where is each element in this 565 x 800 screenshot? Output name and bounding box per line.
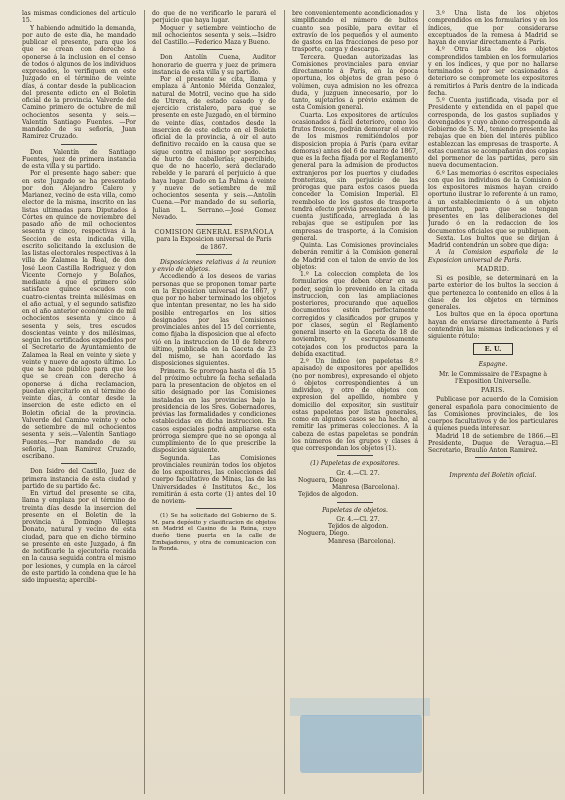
label-recipient: Mr. le Commissaire de l'Espagne à l'Exposition Universelle. [439,370,547,385]
paragraph: bre convenientemente acondicionados y simplificando el número de bultos cuanto sea posible, para evitar el extravío de los pequeños y el aumento de gastos en las fracciones de peso por trasporte, carga y descarga. [292,10,418,54]
separator [196,224,232,225]
separator [196,508,232,509]
paragraph: Publicase por acuerdo de la Comision general española para conocimiento de las Comisiones provinciales, de los cuerpos facultativos y de los particulares á quienes pueda interesar. [428,396,558,433]
paragraph: Don Isidro del Castillo, Juez de primera instancia de esta ciudad y partido de su partido &c. [22,468,136,490]
separator [475,457,511,458]
paragraph: Por el presente hago saber: que en este Juzgado se ha presentado por don Alejandro Calero y Marianez, vecino de esta villa, como elector de la misma, inscrito en las listas ultimadas para Diputados á Córtes en quince de noviembre del pasado año de mil ochocientos sesenta y cinco, respectivas á la Seccion de esta indicada villa, escrito solicitando la exclusion de las listas electorales respectivas á la villa de Zalamea la Real, de don José Leon Castilla Rodriguez y don Vicente Cornejo y Bolaños, mediante á que el primero sólo satisface quince escudos con cuatro-cientas treinta milésimas en el año actual, y el segundo satisfizo en el año anterior económico de mil ochocientos sesenta y cinco á sesenta y seis, tres escudos doscientas veinte y dos milésimas, según los certificados expedidos por el Secretario de Ayuntamiento de Zalamea la Real en veinte y siete y veinte y nueve de agosto último. Lo que se hace público para que los que se crean con derecho á oponerse á dicha reclamacion, puedan ejercitarlo en el término de veinte días, á contar desde la insercion de este edicto en el Boletin oficial de la provincia. Valverde del Camino veinte y ocho de setiembre de mil ochocientos sesenta y seis.—Valentín Santiago Fuentes.—Por mandado de su señoría, Juan Ramirez Cruzado, escribano. [22,170,136,460]
separator [61,144,97,145]
label-city: PARIS. [481,387,505,394]
paragraph: Disposiciones relativas á la reunion y envío de objetos. [152,258,276,273]
signature: Madrid 18 de setiembre de 1866.—El Presidente, Duque de Veragua.—El Secretario, Braulio Anton Ramirez. [428,432,558,454]
paragraph: do que de no verificarlo le parará el perjuicio que haya lugar. [152,10,276,25]
card-line: Gr. 4.—Cl. 27. [336,469,380,477]
paragraph: Don Valentín de Santiago Fuentes, juez de primera instancia de esta villa y su partido. [22,148,136,170]
paragraph: Los bultos que en la época oportuna hayan de enviarse directamente á París contendrán las mismas indicaciones y el siguiente rótulo: [428,311,558,340]
paragraph: Si es posible, se determinará en la parte exterior de los bultos la seccion á que pertenezca lo contenido en ellos á la clase de los objetos en términos generales. [428,275,558,311]
card-line: Gr. 4.—Cl. 27. [336,515,380,523]
paragraph: En virtud del presente se cita, llama y emplaza por el término de treinta días desde la insercion del presente en el Boletin de la provincia á Domingo Villegas Donato, natural y vecino de esta ciudad, para que en dicho término se presente en este Juzgado, á fin de notificarle la ejecutoria recaida en la causa seguida contra el mismo por lesiones, y cumpla en la cárcel de este partido la condena que le ha sido impuesta; apercibi- [22,490,136,584]
card-line: Tejidos de algodon. [298,491,359,499]
label-country: Espagne. [478,361,508,369]
paragraph: Por el presente se cita, llama y emplaza á Antonio Mérida Gonzalez, natural de Motril, vecino que ha sido de Utrera, de estado casado y de ejercicio cristalero, para que se presente en este Juzgado, en el término de veinte días, contados desde la insercion de este edicto en el Boletin oficial de la provincia, á oir el auto definitivo recaído en la causa que se sigue contra el mismo por sospechas de hurto de caballerías; apercibido, que de no hacerlo, será declarado rebelde y le parará el perjuicio á que haya lugar. Dado en La Palma á veinte y nueve de setiembre de mil ochocientos sesenta y seis.—Antolín Cuena.—Por mandado de su señoría, Julian L. Serrano.—José Gomez Nevado. [152,76,276,221]
card-line: Manresa (Barcelona). [328,537,396,545]
paragraph: Cuarta. Los expositores de artículos ocasionados á fácil deterioro, como los frutos frescos, podrán demorar el envío de los mismos remitiéndolos por disposicion propia á París (para evitar demoras) antes del 6 de marzo de 1867, que es la fecha fijada por el Reglamento general para la admision de productos extranjeros por los puertos y ciudades fronterizas, sin perjuicio de las prórogas que para estos casos pueda conceder la Comision Imperial. El reembolso de los gastos de trasporte tendrá efecto prévia presentacion de la cuenta justificada, arreglada á las rebajas que se estipulen por las empresas de trasporte, á la Comision general. [292,111,418,242]
footnote: (1) Se ha solicitado del Gobierno de S. M. para depósito y clasificacion de objetos en Madrid el Casino de la Reina, cuyo dueño tiene puerta en la calle de Embajadores, y otra de comunicacion con la Ronda. [152,513,276,553]
paragraph: 5.º Cuenta justificada, visada por el Presidente y extendida en el papel que corresponda, de los gastos supliados y devengados y cuyo abono corresponda al Gobierno de S. M., teniendo presente las rebajas que en bien del interés público establezcan las empresas de trasporte. A estas cuentas se acompañarán dos copias del pormenor de las partidas, pero sin nueva documentacion. [428,97,558,170]
separator [337,502,373,503]
example-card [292,470,418,499]
paragraph: Tercera. Quedan autorizadas las Comisiones provinciales para enviar directamente á París, en la época oportuna, los objetos de gran peso ó volúmen, cuya admision no les ofrezca duda, y juzguen innecesario, por lo tanto, sujetarlos á prévio exámen de esta Comision general. [292,53,418,112]
paragraph: Don Antolín Cuena, Auditor honorario de guerra y juez de primera instancia de esta villa y su partido. [152,54,276,76]
column-rule [423,10,424,794]
separator [196,49,232,50]
separator [337,455,373,456]
separator [196,254,232,255]
address-line: A la Comision española de la Exposicion universal de Paris. [428,249,558,264]
card-line: Noguera, Diego [298,476,348,484]
section-subheading: para la Exposicion universal de París de 1867. [156,236,272,251]
paragraph: 4.º Otra lista de los objetos comprendidos tambien en los formularios y en los índices, y que por no hallarse terminados ó por ser ocasionados á deterioro se compromete los expositores á remitirlos á París dentro de la indicada fecha. [428,46,558,97]
column-4 [428,10,558,794]
paragraph: Accediendo á los deseos de varias personas que se proponen tomar parte en la Exposicion universal de 1867, y que por no haber terminado los objetos que intentan presentar, no les ha sido posible entregarlos en los sitios designados por las Comisiones provinciales antes del 15 del corriente, como fijaba la disposicion que al efecto vió en la instruccion de 10 de febrero último, publicada en la Gaceta de 23 del mismo, se han acordado las disposiciones siguientes. [152,273,276,368]
paragraph: Primera. Se prorroga hasta el día 15 del próximo octubre la fecha señalada para la presentacion de objetos en el sitio designado por las Comisiones instaladas en las provincias bajo la presidencia de los Sres. Gobernadores, prévias las formalidades y condiciones establecidas en dicha instruccion. En casos especiales podrá ampliarse esta prórroga siempre que no se oponga al cumplimiento de lo que prescribe la disposicion siguiente. [152,367,276,455]
printer-imprint: Imprenta del Boletin oficial. [449,472,537,480]
card-line: Noguera, Diego. [298,530,350,538]
paragraph: 3.º Una lista de los objetos comprendidos en los formularios y en los índices, que por considerarse exceptuados de la remesa á Madrid se hayan de enviar directamente á París. [428,10,558,46]
column-2 [152,10,276,794]
footnote-title: Papeletas de objetos. [322,506,388,514]
paragraph: 2.º Un índice (en papeletas 8.º apaisado) de expositores por apellidos (no por nombres), expresando el objeto ó objetos correspondientes á un individuo, y otro de objetos con expresion del apellido, nombre y domicilio del expositor, sin sustituir estas papeletas por listas generales, como en algunos casos se ha hecho, al remitir las primeras colecciones. A la cabeza de estas papeletas se pondrán los números de los grupos y clases á que correspondan los objetos (1). [292,358,418,452]
card-line: Manresa (Barcelona). [332,484,400,491]
column-1 [22,10,136,794]
paragraph: Y habiendo admitido la demanda, por auto de este dia, he mandado publicar el presente, para que los que se crean con derecho á oponerse á la inclusion en el censo de todos ó algunos de los individuos expresados, lo verifiquen en este Juzgado en el término de veinte días, á contar desde la publicacion del presente edicto en el Boletin oficial de la provincia. Valverde del Camino primero de octubre de mil ochocientos sesenta y seis.—Valentín Santiago Fuentes. —Por mandado de su señoría, Juan Ramirez Cruzado. [22,24,136,141]
example-card [292,516,418,545]
paragraph: 6.º Las memorias ó escritos especiales con que los individuos de la Comision ó los expositores mismos hayan creido oportuno ilustrar lo referente á un ramo, á un establecimiento ó á un objeto importante, para que se tengan presentes en las deliberaciones del Jurado ó en la redaccion de los documentos oficiales que se publiquen. [428,169,558,235]
paragraph: Moguer y setiembre veintiocho de mil ochocientos sesenta y seis.—Isidro del Castillo.—Federico Maza y Bueno. [152,24,276,46]
column-rule [144,10,145,794]
paragraph: Quinta. Las Comisiones provinciales deberán remitir á la Comision general de Madrid con el talon de envío de los objetos: [292,242,418,271]
paragraph: 1.º La coleccion completa de los formularios que deben obrar en su poder, según lo prevenido en la citada instruccion, con las ampliaciones posteriores, procurando que aquellos documentos estén perfectamente corregidos y clasificados por grupos y por clases, según el Reglamento general inserto en la Gaceta de 18 de noviembre, y escrupulosamente cotejados con los productos para la debida exactitud. [292,271,418,358]
footnote-title: (1) Papeletas de expositores. [310,460,400,468]
address-city: MADRID. [476,265,510,273]
section-heading: COMISION GENERAL ESPAÑOLA [154,228,274,236]
column-3 [292,10,418,794]
column-rule [284,10,285,794]
label-box: E. U. [473,343,513,355]
paragraph: Sexta. Los bultos que se dirijan á Madrid contendrán un sobre que diga: [428,234,558,249]
card-line: Tejidos de algodon. [328,523,389,530]
paragraph: las mismas condiciones del artículo 15. [22,10,136,25]
paragraph: Segunda. Las Comisiones provinciales reunirán todos los objetos de los expositores, las colecciones del cuerpo facultativo de Minas, las de las Universidades é Institutos &c., los remitirán á esta corte (1) antes del 10 de noviem- [152,454,276,505]
separator [61,463,97,464]
